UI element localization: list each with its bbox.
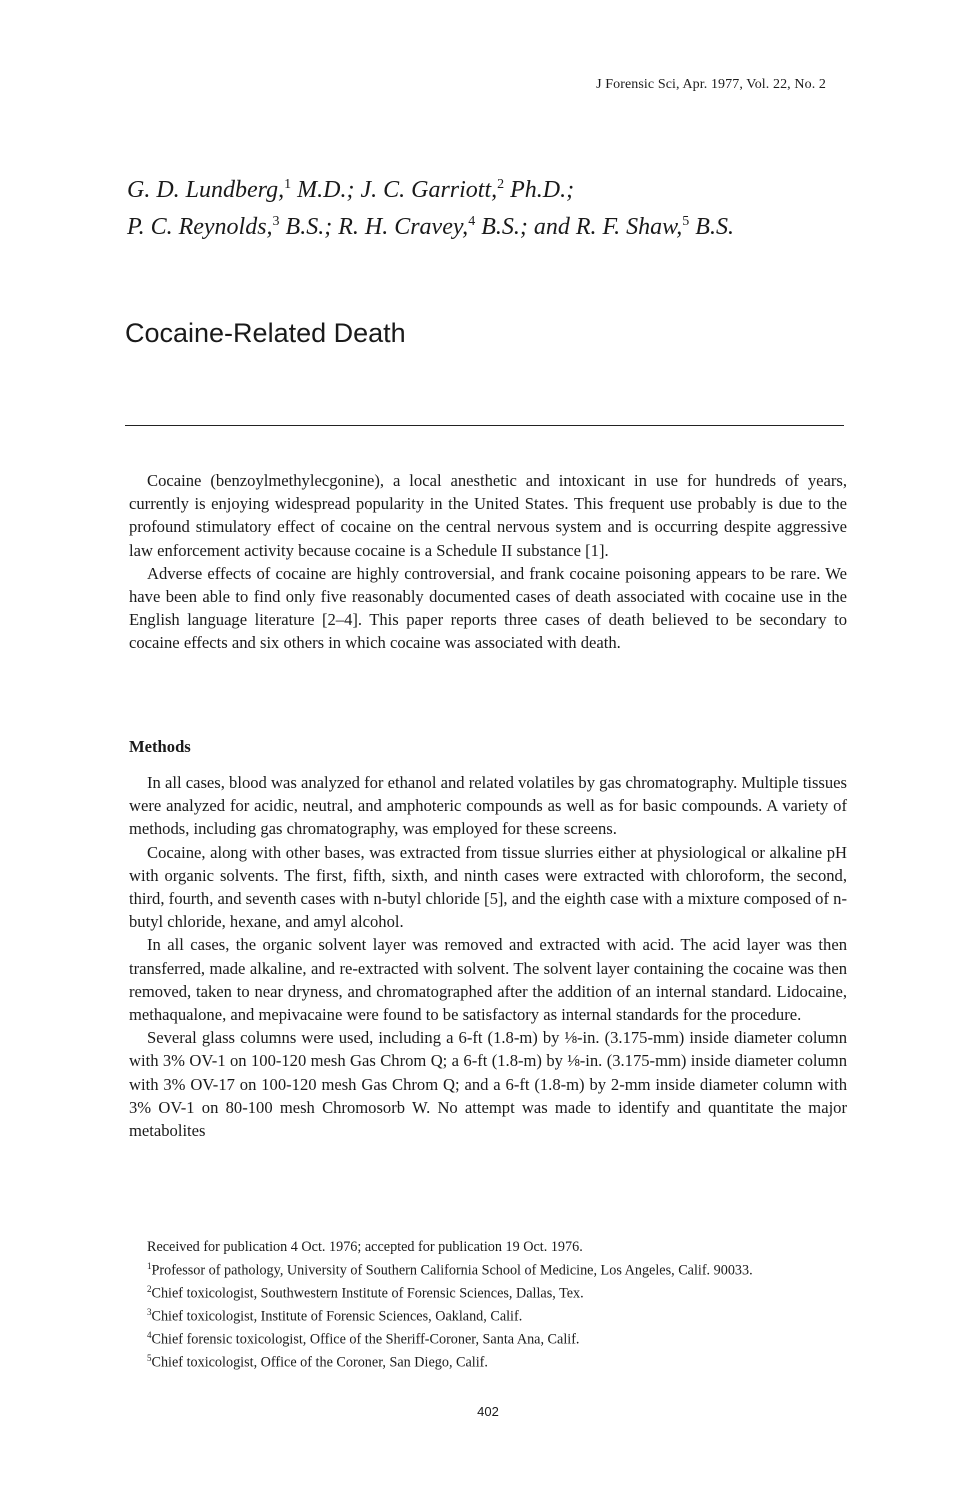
page-number: 402 — [477, 1404, 499, 1419]
author-line-2 — [127, 209, 867, 246]
footnote-mark: 2 — [147, 1283, 152, 1294]
author-footnote-mark: 4 — [468, 214, 476, 229]
author-name: G. D. Lundberg, — [127, 177, 285, 203]
footnote-text: Professor of pathology, University of Southern California School of Medicine, Los Angeles, Calif. 90033. — [151, 1262, 753, 1279]
author-degree: M.D.; — [291, 177, 361, 203]
author-degree: Ph.D.; — [504, 177, 575, 203]
author-name: R. H. Cravey, — [338, 214, 469, 240]
author-line-1 — [127, 172, 867, 209]
paragraph: Adverse effects of cocaine are highly controversial, and frank cocaine poisoning appears to be rare. We have been able to find only five reasonably documented cases of death associated with cocaine use in the English language literature [2–4]. This paper reports three cases of death believed to be secondary to cocaine effects and six others in which cocaine was associated with death. — [129, 563, 847, 653]
author-name: R. F. Shaw, — [575, 214, 683, 240]
author-degree: B.S. — [689, 214, 734, 240]
footnotes — [129, 1238, 847, 1373]
footnote-mark: 1 — [147, 1260, 152, 1271]
section-heading-methods: Methods — [129, 737, 191, 756]
author-footnote-mark: 5 — [682, 214, 690, 229]
paragraph: In all cases, the organic solvent layer was removed and extracted with acid. The acid layer was then transferred, made alkaline, and re-extracted with solvent. The solvent layer containing the cocaine was then removed, taken to near dryness, and chromatographed after the addition of an internal standard. Lidocaine, methaqualone, and mepivacaine were found to be satisfactory as internal standards for the procedure. — [129, 935, 847, 1025]
footnote-mark: 3 — [147, 1306, 152, 1317]
title-divider — [125, 425, 844, 426]
article-title: Cocaine-Related Death — [125, 318, 406, 348]
footnote-text: Chief toxicologist, Office of the Coroner, San Diego, Calif. — [151, 1355, 488, 1372]
author-degree: B.S.; and — [475, 214, 576, 240]
paragraph: In all cases, blood was analyzed for ethanol and related volatiles by gas chromatography. Multiple tissues were analyzed for acidic, neutral, and amphoteric compounds as well as for basic compounds. A variety of methods, including gas chromatography, was employed for these screens. — [129, 773, 847, 839]
footnote — [129, 1280, 847, 1303]
paragraph: Cocaine, along with other bases, was extracted from tissue slurries either at physiological or alkaline pH with organic solvents. The first, fifth, sixth, and ninth cases were extracted with chloroform, the second, third, fourth, and seventh cases with n-butyl chloride [5], and the eighth case with a mixture composed of n-butyl chloride, hexane, and amyl alcohol. — [129, 842, 847, 932]
paragraph: Cocaine (benzoylmethylecgonine), a local anesthetic and intoxicant in use for hundreds of years, currently is enjoying widespread popularity in the United States. This frequent use probably is due to the profound stimulatory effect of cocaine on the central nervous system and is occurring despite aggressive law enforcement activity because cocaine is a Schedule II substance [1]. — [129, 471, 847, 560]
author-footnote-mark: 2 — [497, 177, 505, 192]
footnote-mark: 4 — [147, 1330, 152, 1341]
author-footnote-mark: 3 — [272, 214, 280, 229]
footnote — [129, 1303, 847, 1326]
footnote — [129, 1326, 847, 1349]
footnote — [129, 1349, 847, 1372]
introduction-section — [129, 469, 847, 655]
footnote-mark: 5 — [147, 1353, 152, 1364]
footnote-text: Chief toxicologist, Southwestern Institute of Forensic Sciences, Dallas, Tex. — [151, 1285, 584, 1302]
received-note: Received for publication 4 Oct. 1976; accepted for publication 19 Oct. 1976. — [147, 1239, 583, 1255]
footnote — [129, 1257, 847, 1280]
methods-section — [129, 771, 847, 1142]
paragraph: Several glass columns were used, including a 6-ft (1.8-m) by ⅛-in. (3.175-mm) inside diameter column with 3% OV-1 on 100-120 mesh Gas Chrom Q; a 6-ft (1.8-m) by ⅛-in. (3.175-mm) inside diameter column with 3% OV-17 on 100-120 mesh Gas Chrom Q; and a 6-ft (1.8-m) by 2-mm inside diameter column with 3% OV-1 on 80-100 mesh Chromosorb W. No attempt was made to identify and quantitate the major metabolites — [129, 1028, 847, 1141]
footnote-text: Chief forensic toxicologist, Office of the Sheriff-Coroner, Santa Ana, Calif. — [151, 1331, 580, 1348]
author-name: J. C. Garriott, — [360, 177, 498, 203]
author-footnote-mark: 1 — [284, 177, 292, 192]
author-list — [127, 172, 867, 246]
author-degree: B.S.; — [279, 214, 339, 240]
journal-reference: J Forensic Sci, Apr. 1977, Vol. 22, No. 2 — [596, 77, 826, 92]
footnote-text: Chief toxicologist, Institute of Forensic Sciences, Oakland, Calif. — [151, 1308, 523, 1325]
author-name: P. C. Reynolds, — [127, 214, 273, 240]
